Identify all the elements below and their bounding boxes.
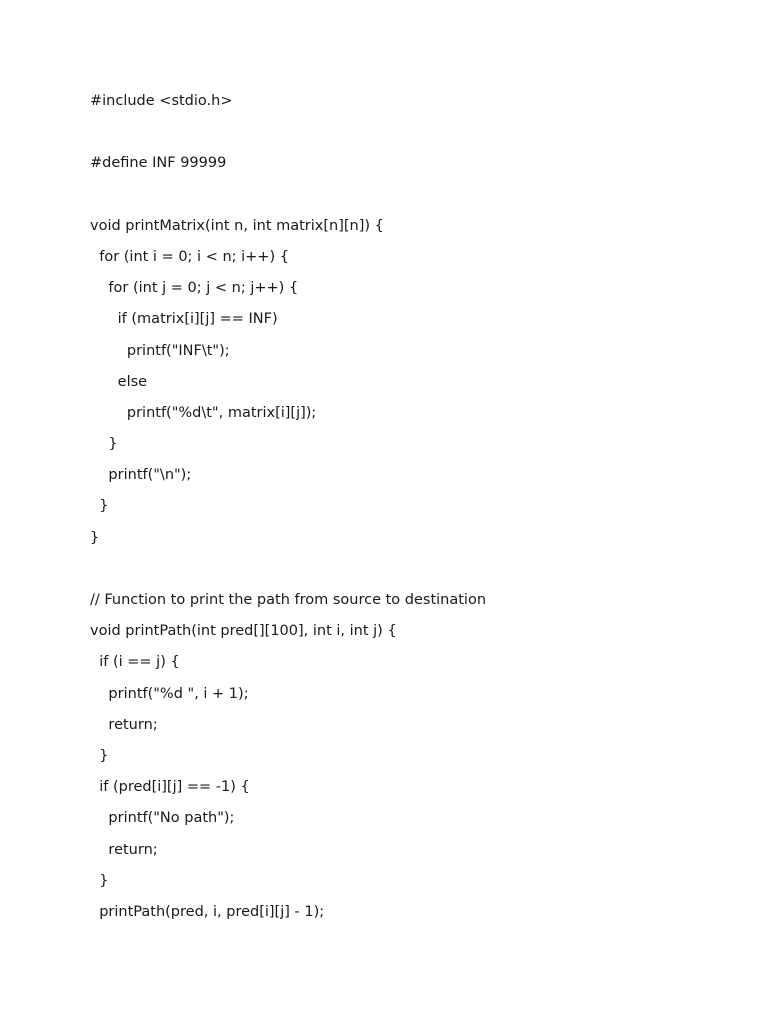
code-line-define: #define INF 99999 [90, 155, 227, 172]
code-line: printf("\n"); [90, 467, 192, 484]
code-line: for (int i = 0; i < n; i++) { [90, 248, 289, 265]
code-line: printf("INF\t"); [90, 342, 230, 359]
code-line-comment: // Function to print the path from source to destination [90, 592, 487, 608]
code-line-printmatrix-signature: void printMatrix(int n, int matrix[n][n]) { [90, 217, 384, 234]
code-line: return; [90, 841, 158, 858]
code-line-printpath-signature: void printPath(int pred[][100], int i, int j) { [90, 623, 397, 640]
code-block [90, 86, 486, 928]
code-line: printf("%d\t", matrix[i][j]); [90, 404, 317, 421]
code-line: if (pred[i][j] == -1) { [90, 779, 250, 796]
code-line: printPath(pred, i, pred[i][j] - 1); [90, 903, 325, 920]
code-line: printf("No path"); [90, 810, 235, 827]
code-line: } [90, 436, 118, 453]
code-line: else [90, 373, 148, 390]
code-line: } [90, 747, 109, 764]
code-line-blank [90, 180, 486, 211]
code-line: if (matrix[i][j] == INF) [90, 311, 278, 328]
code-line-blank [90, 117, 486, 148]
code-line: } [90, 498, 109, 515]
code-line: printf("%d ", i + 1); [90, 685, 249, 702]
code-line-include: #include <stdio.h> [90, 93, 233, 109]
code-line: if (i == j) { [90, 654, 180, 671]
code-line: for (int j = 0; j < n; j++) { [90, 280, 299, 297]
code-line-blank [90, 554, 486, 585]
code-line: return; [90, 716, 158, 733]
code-line: } [90, 529, 100, 546]
code-line: } [90, 872, 109, 889]
